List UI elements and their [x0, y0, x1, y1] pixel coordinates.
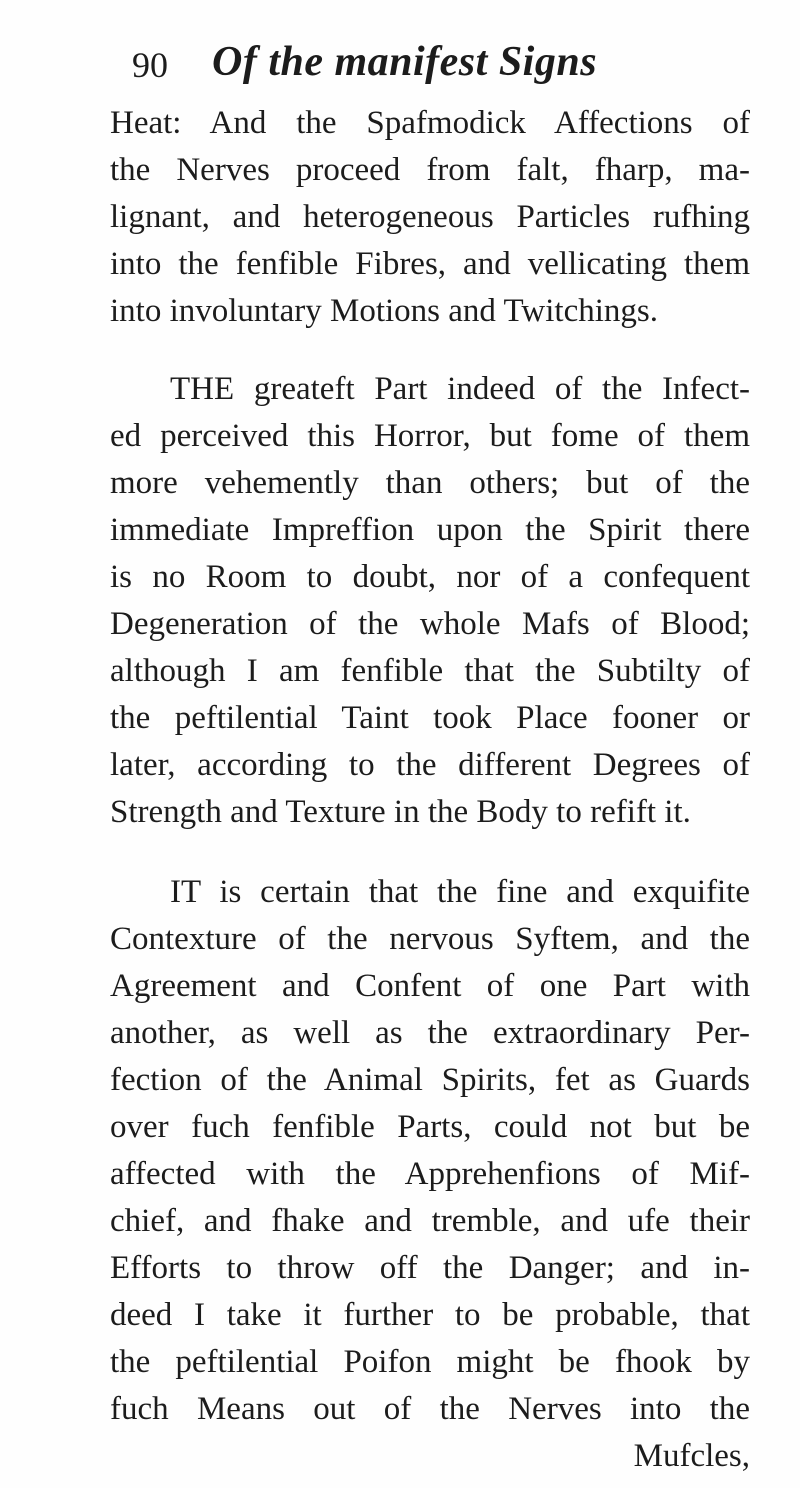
text-line: Agreement and Confent of one Part with [110, 968, 750, 1004]
text-line: is no Room to doubt, nor of a confequent [110, 559, 750, 595]
text-line: immediate Impreffion upon the Spirit there [110, 512, 750, 548]
text-line: the Nerves proceed from falt, fharp, ma- [110, 152, 750, 188]
page-number: 90 [132, 45, 168, 85]
text-line: Strength and Texture in the Body to refift it. [110, 794, 691, 830]
text-line: over fuch fenfible Parts, could not but be [110, 1109, 750, 1145]
text-line: fection of the Animal Spirits, fet as Guards [110, 1062, 750, 1098]
paragraph-1 [110, 100, 750, 335]
text-line: the peftilential Poifon might be fhook by [110, 1344, 750, 1380]
text-line: although I am fenfible that the Subtilty of [110, 653, 750, 689]
text-line: Contexture of the nervous Syftem, and the [110, 921, 750, 957]
text-line: IT is certain that the fine and exquifite [170, 874, 750, 910]
text-line: into the fenfible Fibres, and vellicating them [110, 246, 750, 282]
text-line: into involuntary Motions and Twitchings. [110, 293, 658, 329]
text-line: chief, and fhake and tremble, and ufe their [110, 1203, 750, 1239]
page-header [132, 38, 732, 98]
text-line: Degeneration of the whole Mafs of Blood; [110, 606, 750, 642]
text-line: fuch Means out of the Nerves into the [110, 1391, 750, 1427]
text-line: deed I take it further to be probable, that [110, 1297, 750, 1333]
text-line: another, as well as the extraordinary Per- [110, 1015, 750, 1051]
text-line: Efforts to throw off the Danger; and in- [110, 1250, 750, 1286]
text-line: affected with the Apprehenfions of Mif- [110, 1156, 750, 1192]
paragraph-2 [110, 366, 750, 836]
text-line: lignant, and heterogeneous Particles rufhing [110, 199, 750, 235]
running-title: Of the manifest Signs [212, 39, 598, 85]
text-line: the peftilential Taint took Place fooner or [110, 700, 750, 736]
text-line: THE greateft Part indeed of the Infect- [170, 371, 750, 407]
text-line: Heat: And the Spafmodick Affections of [110, 105, 750, 141]
paragraph-3 [110, 869, 750, 1480]
catchword: Mufcles, [633, 1438, 750, 1474]
text-line: later, according to the different Degrees of [110, 747, 750, 783]
text-line: more vehemently than others; but of the [110, 465, 750, 501]
text-line: ed perceived this Horror, but fome of them [110, 418, 750, 454]
